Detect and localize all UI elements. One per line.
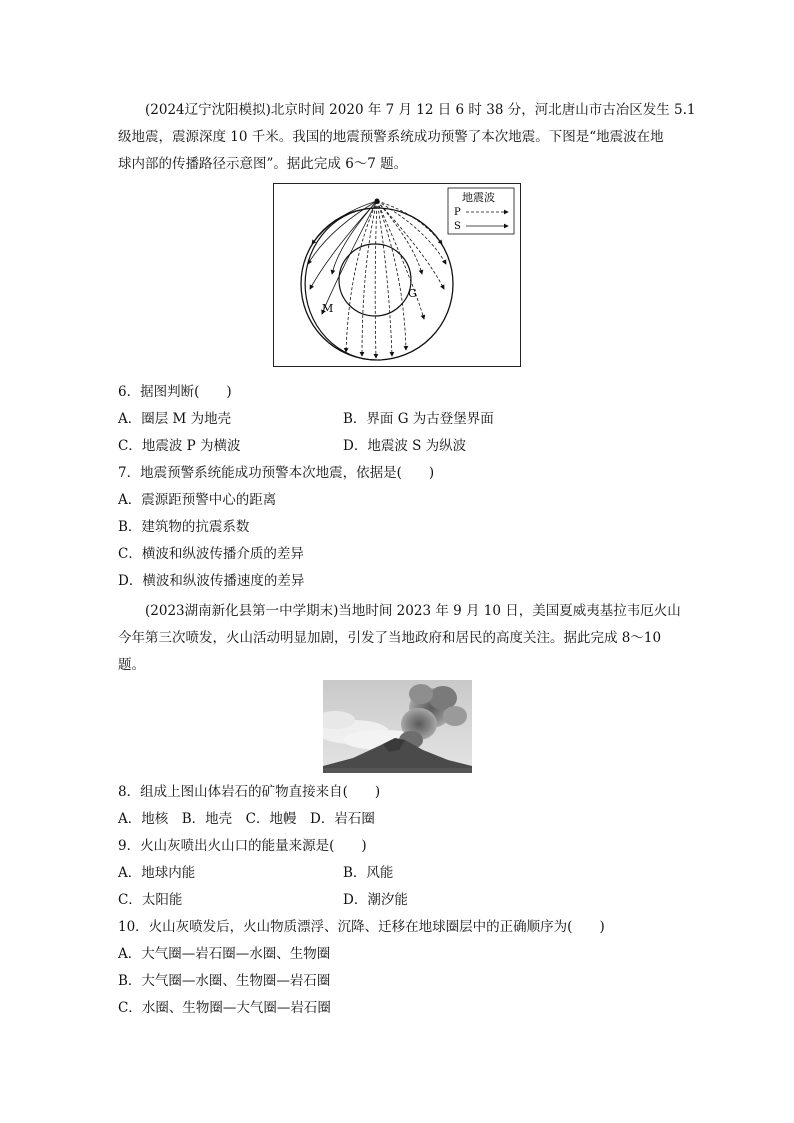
q9-option-d[interactable]: D．潮汐能 [343,892,408,908]
q6-option-c[interactable]: C．地震波 P 为横波 [118,438,241,454]
q7-stem: 7．地震预警系统能成功预警本次地震，依据是( ) [118,465,435,481]
q9-stem: 9．火山灰喷出火山口的能量来源是( ) [118,838,367,854]
epicenter-dot [375,199,380,204]
legend-p-label: P [454,207,461,218]
legend-s-label: S [454,221,461,232]
intro-1-line-3: 球内部的传播路径示意图”。据此完成 6～7 题。 [118,156,408,172]
label-m: M [322,302,334,315]
q6-option-b[interactable]: B．界面 G 为古登堡界面 [343,411,494,427]
q6-option-a[interactable]: A．圈层 M 为地壳 [118,411,232,427]
legend-title: 地震波 [462,191,495,204]
q9-option-a[interactable]: A．地球内能 [118,865,196,881]
q8-stem: 8．组成上图山体岩石的矿物直接来自( ) [118,784,381,800]
q7-option-a[interactable]: A．震源距预警中心的距离 [118,492,277,508]
q8-options[interactable]: A．地核 B．地壳 C．地幔 D．岩石圈 [118,811,375,827]
intro-1-line-1: (2024辽宁沈阳模拟)北京时间 2020 年 7 月 12 日 6 时 38 分，河北唐山市古冶区发生 5.1 [145,102,696,118]
seismic-wave-svg [274,184,520,366]
q10-option-c[interactable]: C．水圈、生物圈—大气圈—岩石圈 [118,1000,331,1016]
q10-option-b[interactable]: B．大气圈—水圈、生物圈—岩石圈 [118,973,331,989]
intro-2-line-3: 题。 [118,657,145,673]
q10-option-a[interactable]: A．大气圈—岩石圈—水圈、生物圈 [118,946,331,962]
intro-2-line-1: (2023湖南新化县第一中学期末)当地时间 2023 年 9 月 10 日，美国夏威夷基拉韦厄火山 [145,603,681,619]
q6-stem: 6．据图判断( ) [118,384,232,400]
intro-2-line-2: 今年第三次喷发，火山活动明显加剧，引发了当地政府和居民的高度关注。据此完成 8～10 [118,630,662,646]
volcano-svg [323,680,472,773]
q7-option-c[interactable]: C．横波和纵波传播介质的差异 [118,546,304,562]
crescent-outline [305,208,377,360]
q7-option-b[interactable]: B．建筑物的抗震系数 [118,519,250,535]
label-g: G [408,287,417,300]
q9-option-b[interactable]: B．风能 [343,865,394,881]
q10-stem: 10．火山灰喷发后，火山物质漂浮、沉降、迁移在地球圈层中的正确顺序为( ) [118,919,605,935]
q9-option-c[interactable]: C．太阳能 [118,892,183,908]
seismic-wave-diagram [273,183,521,367]
intro-1-line-2: 级地震，震源深度 10 千米。我国的地震预警系统成功预警了本次地震。下图是“地震波在地 [118,129,664,145]
q6-option-d[interactable]: D．地震波 S 为纵波 [343,438,467,454]
volcano-eruption-photo [323,680,472,773]
q7-option-d[interactable]: D．横波和纵波传播速度的差异 [118,573,305,589]
